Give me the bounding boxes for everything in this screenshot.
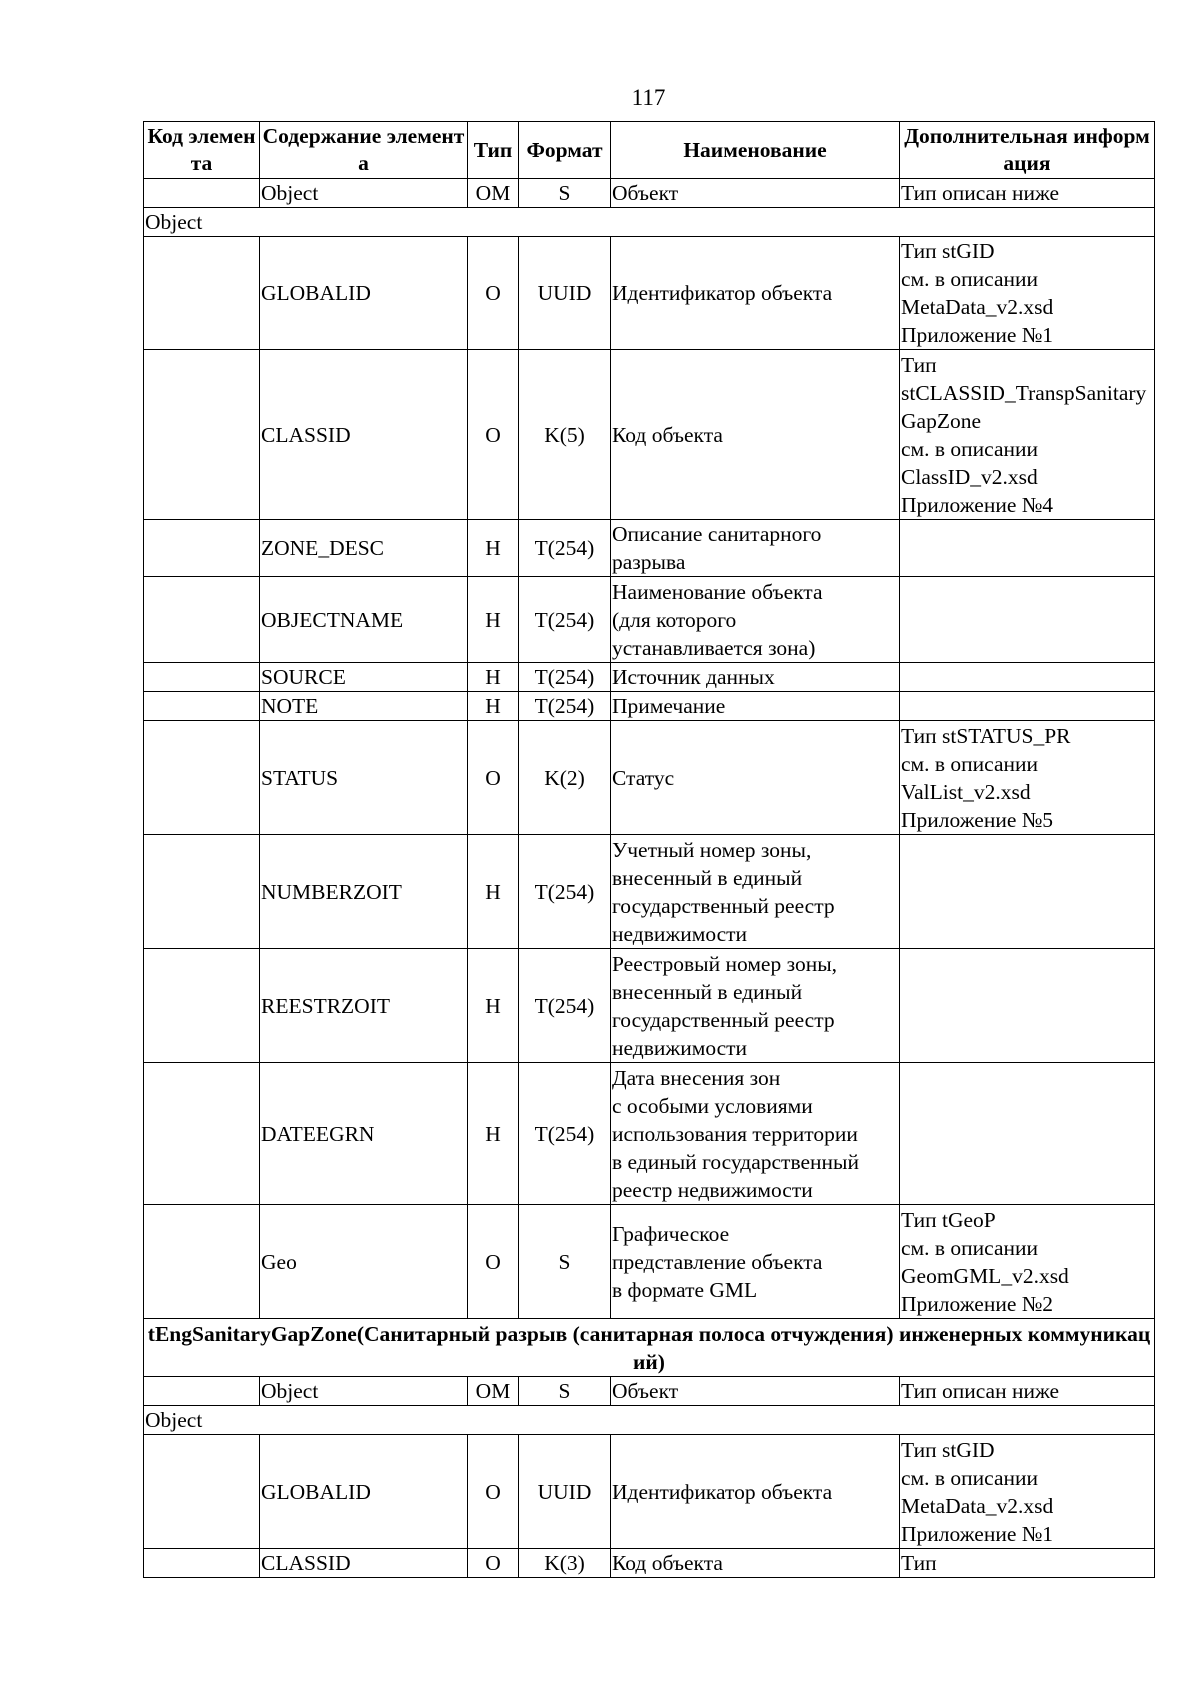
cell-name: Источник данных [611,663,900,692]
header-format: Формат [519,122,611,179]
header-additional-info: Дополнительная информация [900,122,1155,179]
table-row [144,663,1155,692]
cell-format: T(254) [519,692,611,721]
section-title-row [144,1319,1155,1377]
cell-element-code [144,179,260,208]
cell-name: Объект [611,179,900,208]
cell-type: O [468,1435,519,1549]
cell-element-content: CLASSID [260,350,468,520]
cell-element-code [144,1205,260,1319]
cell-additional-info: Тип stCLASSID_TranspSanitaryGapZone см. в описании ClassID_v2.xsd Приложение №4 [900,350,1155,520]
header-name: Наименование [611,122,900,179]
cell-format: T(254) [519,949,611,1063]
cell-element-content: STATUS [260,721,468,835]
table-row [144,237,1155,350]
cell-format: UUID [519,1435,611,1549]
cell-element-content: DATEEGRN [260,1063,468,1205]
cell-element-content: OBJECTNAME [260,577,468,663]
cell-format: S [519,179,611,208]
table-header-row [144,122,1155,179]
cell-format: T(254) [519,663,611,692]
cell-element-code [144,663,260,692]
section-title: tEngSanitaryGapZone(Санитарный разрыв (санитарная полоса отчуждения) инженерных коммуникаций) [144,1319,1155,1377]
table-row [144,835,1155,949]
cell-type: Н [468,835,519,949]
group-label: Object [144,1406,1155,1435]
table-row [144,692,1155,721]
table-body [144,179,1155,1578]
cell-additional-info: Тип stGID см. в описании MetaData_v2.xsd Приложение №1 [900,1435,1155,1549]
table-row [144,577,1155,663]
cell-name: Код объекта [611,1549,900,1578]
cell-name: Статус [611,721,900,835]
cell-type: OM [468,1377,519,1406]
cell-additional-info: Тип [900,1549,1155,1578]
cell-element-code [144,577,260,663]
table-row [144,1549,1155,1578]
cell-element-code [144,350,260,520]
cell-name: Код объекта [611,350,900,520]
cell-additional-info [900,520,1155,577]
cell-element-code [144,835,260,949]
cell-element-content: CLASSID [260,1549,468,1578]
cell-additional-info [900,692,1155,721]
cell-name: Идентификатор объекта [611,1435,900,1549]
cell-format: K(2) [519,721,611,835]
cell-element-content: Object [260,1377,468,1406]
header-element-code: Код элемента [144,122,260,179]
header-element-content: Содержание элемента [260,122,468,179]
cell-name: Графическое представление объекта в формате GML [611,1205,900,1319]
cell-format: T(254) [519,1063,611,1205]
cell-element-code [144,1063,260,1205]
cell-name: Реестровый номер зоны, внесенный в единый государственный реестр недвижимости [611,949,900,1063]
cell-format: S [519,1205,611,1319]
cell-additional-info [900,835,1155,949]
cell-element-code [144,1435,260,1549]
cell-type: Н [468,692,519,721]
cell-type: Н [468,1063,519,1205]
cell-element-content: NUMBERZOIT [260,835,468,949]
cell-element-content: REESTRZOIT [260,949,468,1063]
page-number: 117 [631,85,666,110]
cell-type: O [468,1205,519,1319]
cell-element-content: Object [260,179,468,208]
header-type: Тип [468,122,519,179]
cell-format: K(5) [519,350,611,520]
table-row [144,520,1155,577]
cell-format: T(254) [519,577,611,663]
cell-element-code [144,237,260,350]
cell-additional-info [900,577,1155,663]
group-label-row [144,208,1155,237]
cell-additional-info: Тип описан ниже [900,1377,1155,1406]
cell-element-content: GLOBALID [260,1435,468,1549]
cell-additional-info [900,949,1155,1063]
cell-name: Учетный номер зоны, внесенный в единый государственный реестр недвижимости [611,835,900,949]
cell-additional-info: Тип stGID см. в описании MetaData_v2.xsd Приложение №1 [900,237,1155,350]
cell-element-content: NOTE [260,692,468,721]
cell-additional-info [900,663,1155,692]
cell-type: OM [468,179,519,208]
cell-format: T(254) [519,835,611,949]
cell-element-code [144,692,260,721]
cell-element-code [144,520,260,577]
cell-name: Идентификатор объекта [611,237,900,350]
cell-additional-info [900,1063,1155,1205]
cell-element-content: Geo [260,1205,468,1319]
table-row [144,350,1155,520]
cell-additional-info: Тип stSTATUS_PR см. в описании ValList_v2.xsd Приложение №5 [900,721,1155,835]
table-row [144,949,1155,1063]
cell-additional-info: Тип tGeoP см. в описании GeomGML_v2.xsd Приложение №2 [900,1205,1155,1319]
cell-type: Н [468,577,519,663]
cell-type: Н [468,949,519,1063]
cell-type: O [468,1549,519,1578]
cell-type: Н [468,663,519,692]
cell-format: S [519,1377,611,1406]
table-row [144,1377,1155,1406]
cell-element-content: GLOBALID [260,237,468,350]
cell-name: Наименование объекта (для которого устанавливается зона) [611,577,900,663]
table-row [144,1205,1155,1319]
table-row [144,1435,1155,1549]
cell-name: Объект [611,1377,900,1406]
cell-type: O [468,721,519,835]
cell-name: Описание санитарного разрыва [611,520,900,577]
cell-name: Примечание [611,692,900,721]
table-row [144,721,1155,835]
cell-format: T(254) [519,520,611,577]
cell-name: Дата внесения зон с особыми условиями использования территории в единый государственный реестр недвижимости [611,1063,900,1205]
group-label-row [144,1406,1155,1435]
cell-element-code [144,949,260,1063]
group-label: Object [144,208,1155,237]
cell-type: Н [468,520,519,577]
table-row [144,1063,1155,1205]
cell-element-content: ZONE_DESC [260,520,468,577]
cell-format: K(3) [519,1549,611,1578]
specification-table [143,121,1155,1578]
cell-element-code [144,721,260,835]
table-row [144,179,1155,208]
cell-element-code [144,1377,260,1406]
cell-format: UUID [519,237,611,350]
cell-element-content: SOURCE [260,663,468,692]
cell-type: O [468,350,519,520]
cell-element-code [144,1549,260,1578]
cell-additional-info: Тип описан ниже [900,179,1155,208]
cell-type: O [468,237,519,350]
